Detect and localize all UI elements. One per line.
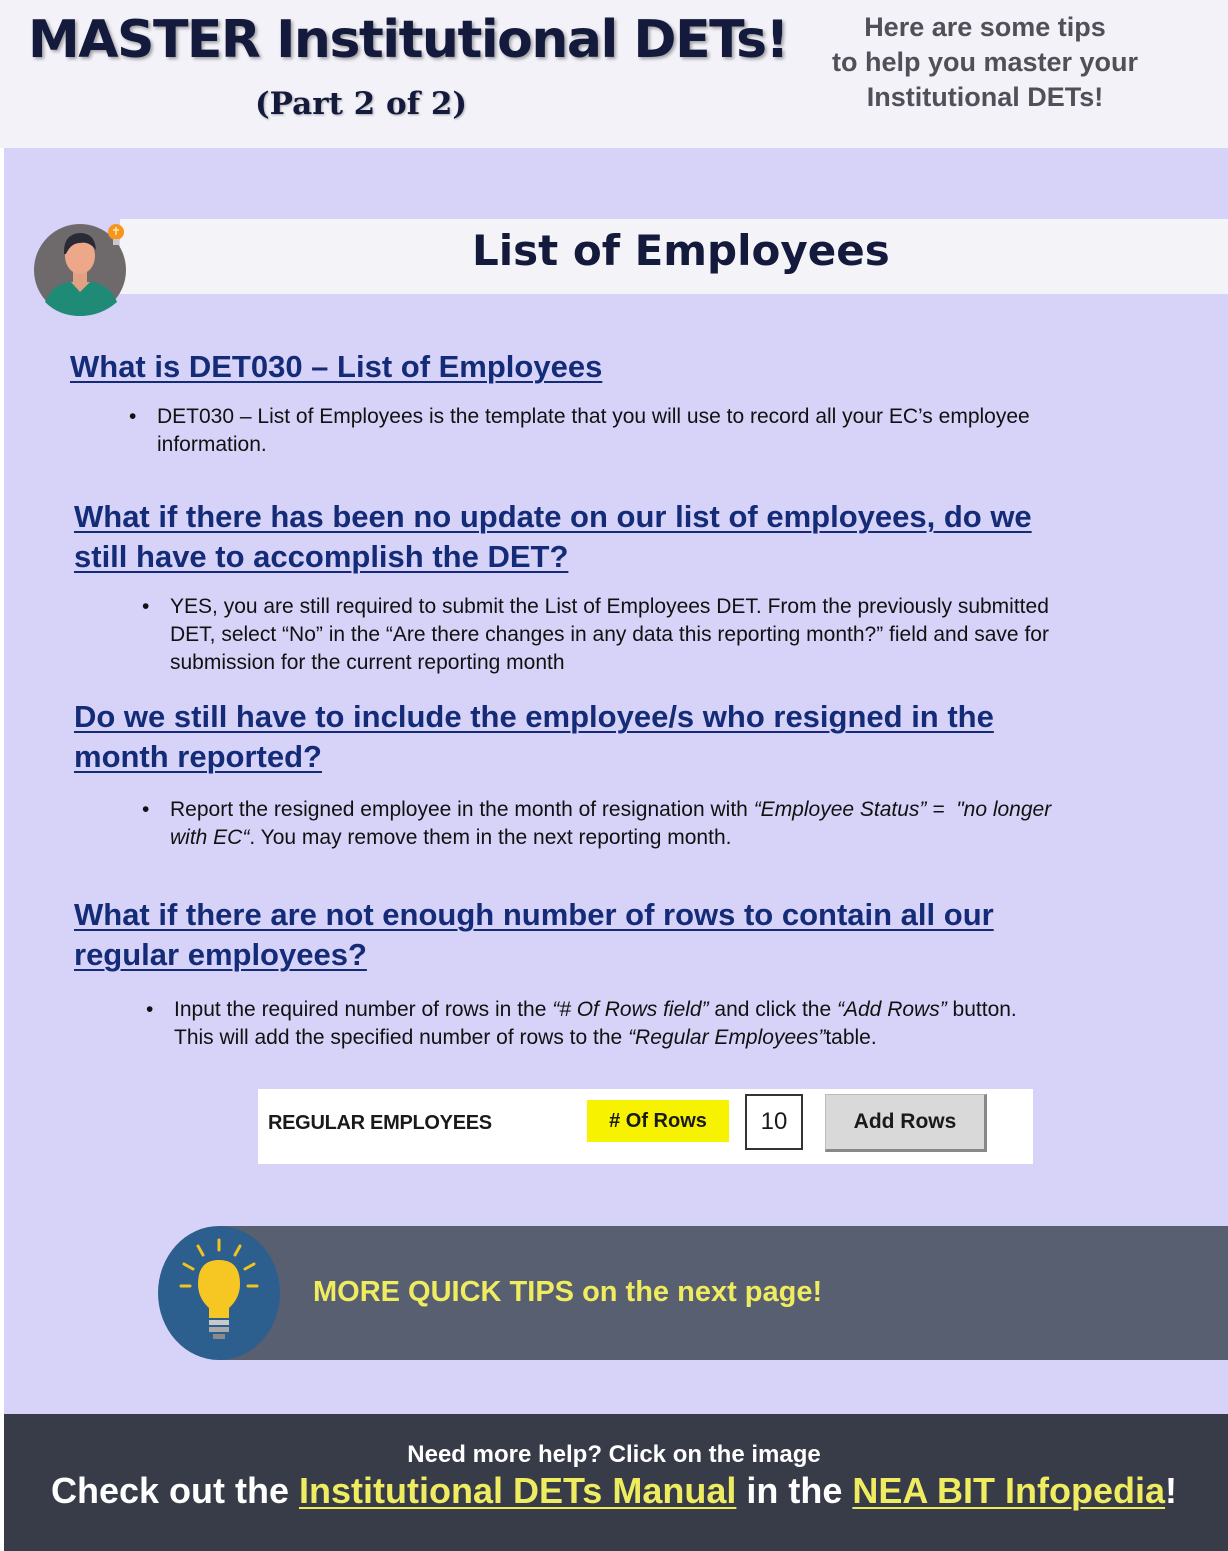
question-heading-line: regular employees?: [74, 937, 367, 972]
bullet-emphasis: “Regular Employees”: [628, 1026, 826, 1049]
dets-manual-link[interactable]: Institutional DETs Manual: [299, 1470, 737, 1511]
bullet-emphasis: “Employee Status” = "no longer: [753, 798, 1052, 821]
checkout-suffix: !: [1165, 1470, 1178, 1511]
bullet-line: [170, 824, 1160, 852]
question-heading-line: What is DET030 – List of Employees: [70, 349, 603, 384]
more-tips-text: MORE QUICK TIPS on the next page!: [313, 1276, 823, 1308]
question-heading: [74, 497, 1032, 577]
answer-bullet: [142, 593, 1160, 677]
checkout-middle: in the: [736, 1470, 853, 1511]
answer-bullet: [146, 996, 1164, 1052]
bullet-line: DET, select “No” in the “Are there changes in any data this reporting month?” field and save for: [170, 623, 1049, 646]
bullet-emphasis: “Add Rows”: [837, 998, 947, 1021]
bullet-text: Report the resigned employee in the month of resignation with: [170, 798, 754, 821]
answer-bullet: [142, 796, 1160, 852]
regular-employees-label: REGULAR EMPLOYEES: [268, 1112, 492, 1134]
answer-bullet: [129, 403, 1147, 459]
question-heading: [74, 697, 994, 777]
question-heading-line: month reported?: [74, 739, 322, 774]
bullet-dot: •: [129, 405, 137, 428]
bullet-text: table.: [825, 1026, 877, 1049]
rows-count-input[interactable]: 10: [745, 1094, 803, 1150]
bullet-line: YES, you are still required to submit the List of Employees DET. From the previously submitted: [170, 595, 1049, 618]
bullet-emphasis: with EC“: [170, 826, 250, 849]
page-title: MASTER Institutional DETs!: [28, 10, 788, 70]
header-tips-line: to help you master your: [831, 47, 1139, 77]
question-heading-line: What if there has been no update on our list of employees, do we: [74, 499, 1032, 534]
main-panel: [4, 148, 1228, 1414]
bullet-line: DET030 – List of Employees is the template that you will use to record all your EC’s employee: [157, 405, 1030, 428]
add-rows-button[interactable]: Add Rows: [825, 1094, 987, 1152]
bullet-dot: •: [142, 798, 150, 821]
bullet-text: . You may remove them in the next reporting month.: [249, 826, 732, 849]
header-tips: [800, 10, 1170, 115]
bullet-text: Input the required number of rows in the: [174, 998, 553, 1021]
help-text: Need more help? Click on the image: [407, 1441, 821, 1468]
bullet-line: [170, 796, 1160, 824]
bullet-dot: •: [146, 998, 154, 1021]
bullet-text: and click the: [708, 998, 837, 1021]
bullet-line: information.: [157, 433, 267, 456]
question-heading-line: Do we still have to include the employee/s who resigned in the: [74, 699, 994, 734]
employee-avatar-icon: [33, 210, 128, 318]
checkout-prefix: Check out the: [50, 1470, 299, 1511]
part-label: (Part 2 of 2): [255, 86, 468, 122]
infopedia-link[interactable]: NEA BIT Infopedia: [852, 1470, 1166, 1511]
question-heading: [70, 347, 602, 387]
bullet-text: This will add the specified number of rows to the: [174, 1026, 629, 1049]
question-heading-line: still have to accomplish the DET?: [74, 539, 569, 574]
question-heading: [74, 895, 994, 975]
bullet-text: button.: [946, 998, 1017, 1021]
question-heading-line: What if there are not enough number of rows to contain all our: [74, 897, 994, 932]
lightbulb-icon: [158, 1226, 280, 1360]
header-tips-line: Institutional DETs!: [866, 82, 1104, 112]
bullet-line: submission for the current reporting month: [170, 651, 565, 674]
section-title: List of Employees: [472, 226, 890, 275]
bullet-line: [174, 1024, 1164, 1052]
header-tips-line: Here are some tips: [864, 12, 1106, 42]
bullet-line: [174, 996, 1164, 1024]
bullet-emphasis: “# Of Rows field”: [552, 998, 709, 1021]
checkout-line: [0, 1470, 1228, 1512]
rows-count-label: # Of Rows: [587, 1100, 729, 1142]
bullet-dot: •: [142, 595, 150, 618]
